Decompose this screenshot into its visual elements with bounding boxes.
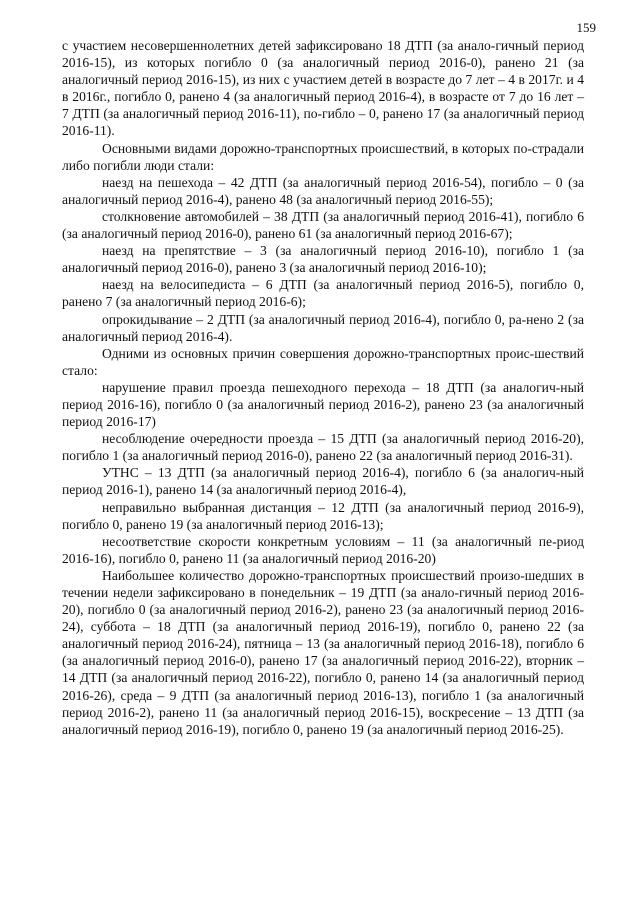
paragraph-crosswalk-violation: нарушение правил проезда пешеходного перехода – 18 ДТП (за аналогич-ный период 2016-16), погибло 0 (за аналогичный период 2016-2), ранено 23 (за аналогичный период 2016-17)	[62, 379, 584, 430]
paragraph-cyclist-collision: наезд на велосипедиста – 6 ДТП (за аналогичный период 2016-5), погибло 0, ранено 7 (за аналогичный период 2016-6);	[62, 277, 584, 310]
paragraph-right-of-way-violation: несоблюдение очередности проезда – 15 ДТП (за аналогичный период 2016-20), погибло 1 (за аналогичный период 2016-0), ранено 22 (за аналогичный период 2016-31).	[62, 431, 584, 464]
page-number: 159	[576, 20, 596, 35]
paragraph-rollover: опрокидывание – 2 ДТП (за аналогичный период 2016-4), погибло 0, ра-нено 2 (за аналогичный период 2016-4).	[62, 311, 584, 344]
body-text	[62, 37, 584, 738]
paragraph-weekday-distribution: Наибольшее количество дорожно-транспортных происшествий произо-шедших в течении недели зафиксировано в понедельник – 19 ДТП (за анало-гичный период 2016-20), погибло 0 (за аналогичный период 2016-2), ранено 23 (за аналогичный период 2016-24), суббота – 18 ДТП (за аналогичный период 2016-19), погибло 0, ранено 22 (за аналогичный период 2016-24), пятница – 13 (за аналогичный период 2016-18), погибло 6 (за аналогичный период 2016-0), ранено 17 (за аналогичный период 2016-22), вторник – 14 ДТП (за аналогичный период 2016-22), погибло 0, ранено 14 (за аналогичный период 2016-26), среда – 9 ДТП (за аналогичный период 2016-13), погибло 1 (за аналогичный период 2016-2), ранено 11 (за аналогичный период 2016-15), воскресение – 13 ДТП (за аналогичный период 2016-19), погибло 0, ранено 19 (за аналогичный период 2016-25).	[62, 567, 584, 737]
paragraph-wrong-distance: неправильно выбранная дистанция – 12 ДТП (за аналогичный период 2016-9), погибло 0, ранено 19 (за аналогичный период 2016-13);	[62, 499, 584, 532]
paragraph-continuation-minors: с участием несовершеннолетних детей зафиксировано 18 ДТП (за анало-гичный период 2016-15), из которых погибло 0 (за аналогичный период 2016-0), ранено 21 (за аналогичный период 2016-15), из них с участием детей в возрасте до 7 лет – 4 в 2017г. и 4 в 2016г., погибло 0, ранено 4 (за аналогичный период 2016-4), в возрасте от 7 до 16 лет – 7 ДТП (за аналогичный период 2016-11), по-гибло – 0, ранено 17 (за аналогичный период 2016-11).	[62, 38, 584, 139]
paragraph-speed-mismatch: несоответствие скорости конкретным условиям – 11 (за аналогичный пе-риод 2016-16), погибло 0, ранено 11 (за аналогичный период 2016-20)	[62, 533, 584, 566]
paragraph-pedestrian-collision: наезд на пешехода – 42 ДТП (за аналогичный период 2016-54), погибло – 0 (за аналогичный период 2016-4), ранено 48 (за аналогичный период 2016-55);	[62, 174, 584, 207]
paragraph-vehicle-collision: столкновение автомобилей – 38 ДТП (за аналогичный период 2016-41), погибло 6 (за аналогичный период 2016-0), ранено 61 (за аналогичный период 2016-67);	[62, 208, 584, 242]
paragraph-main-causes-intro: Одними из основных причин совершения дорожно-транспортных проис-шествий стало:	[62, 345, 584, 378]
paragraph-utns: УТНС – 13 ДТП (за аналогичный период 2016-4), погибло 6 (за аналогич-ный период 2016-1), ранено 14 (за аналогичный период 2016-4),	[62, 465, 584, 498]
paragraph-obstacle-collision: наезд на препятствие – 3 (за аналогичный период 2016-10), погибло 1 (за аналогичный период 2016-0), ранено 3 (за аналогичный период 2016-10);	[62, 243, 584, 276]
paragraph-main-accident-types-intro: Основными видами дорожно-транспортных происшествий, в которых по-страдали либо погибли люди стали:	[62, 140, 584, 173]
